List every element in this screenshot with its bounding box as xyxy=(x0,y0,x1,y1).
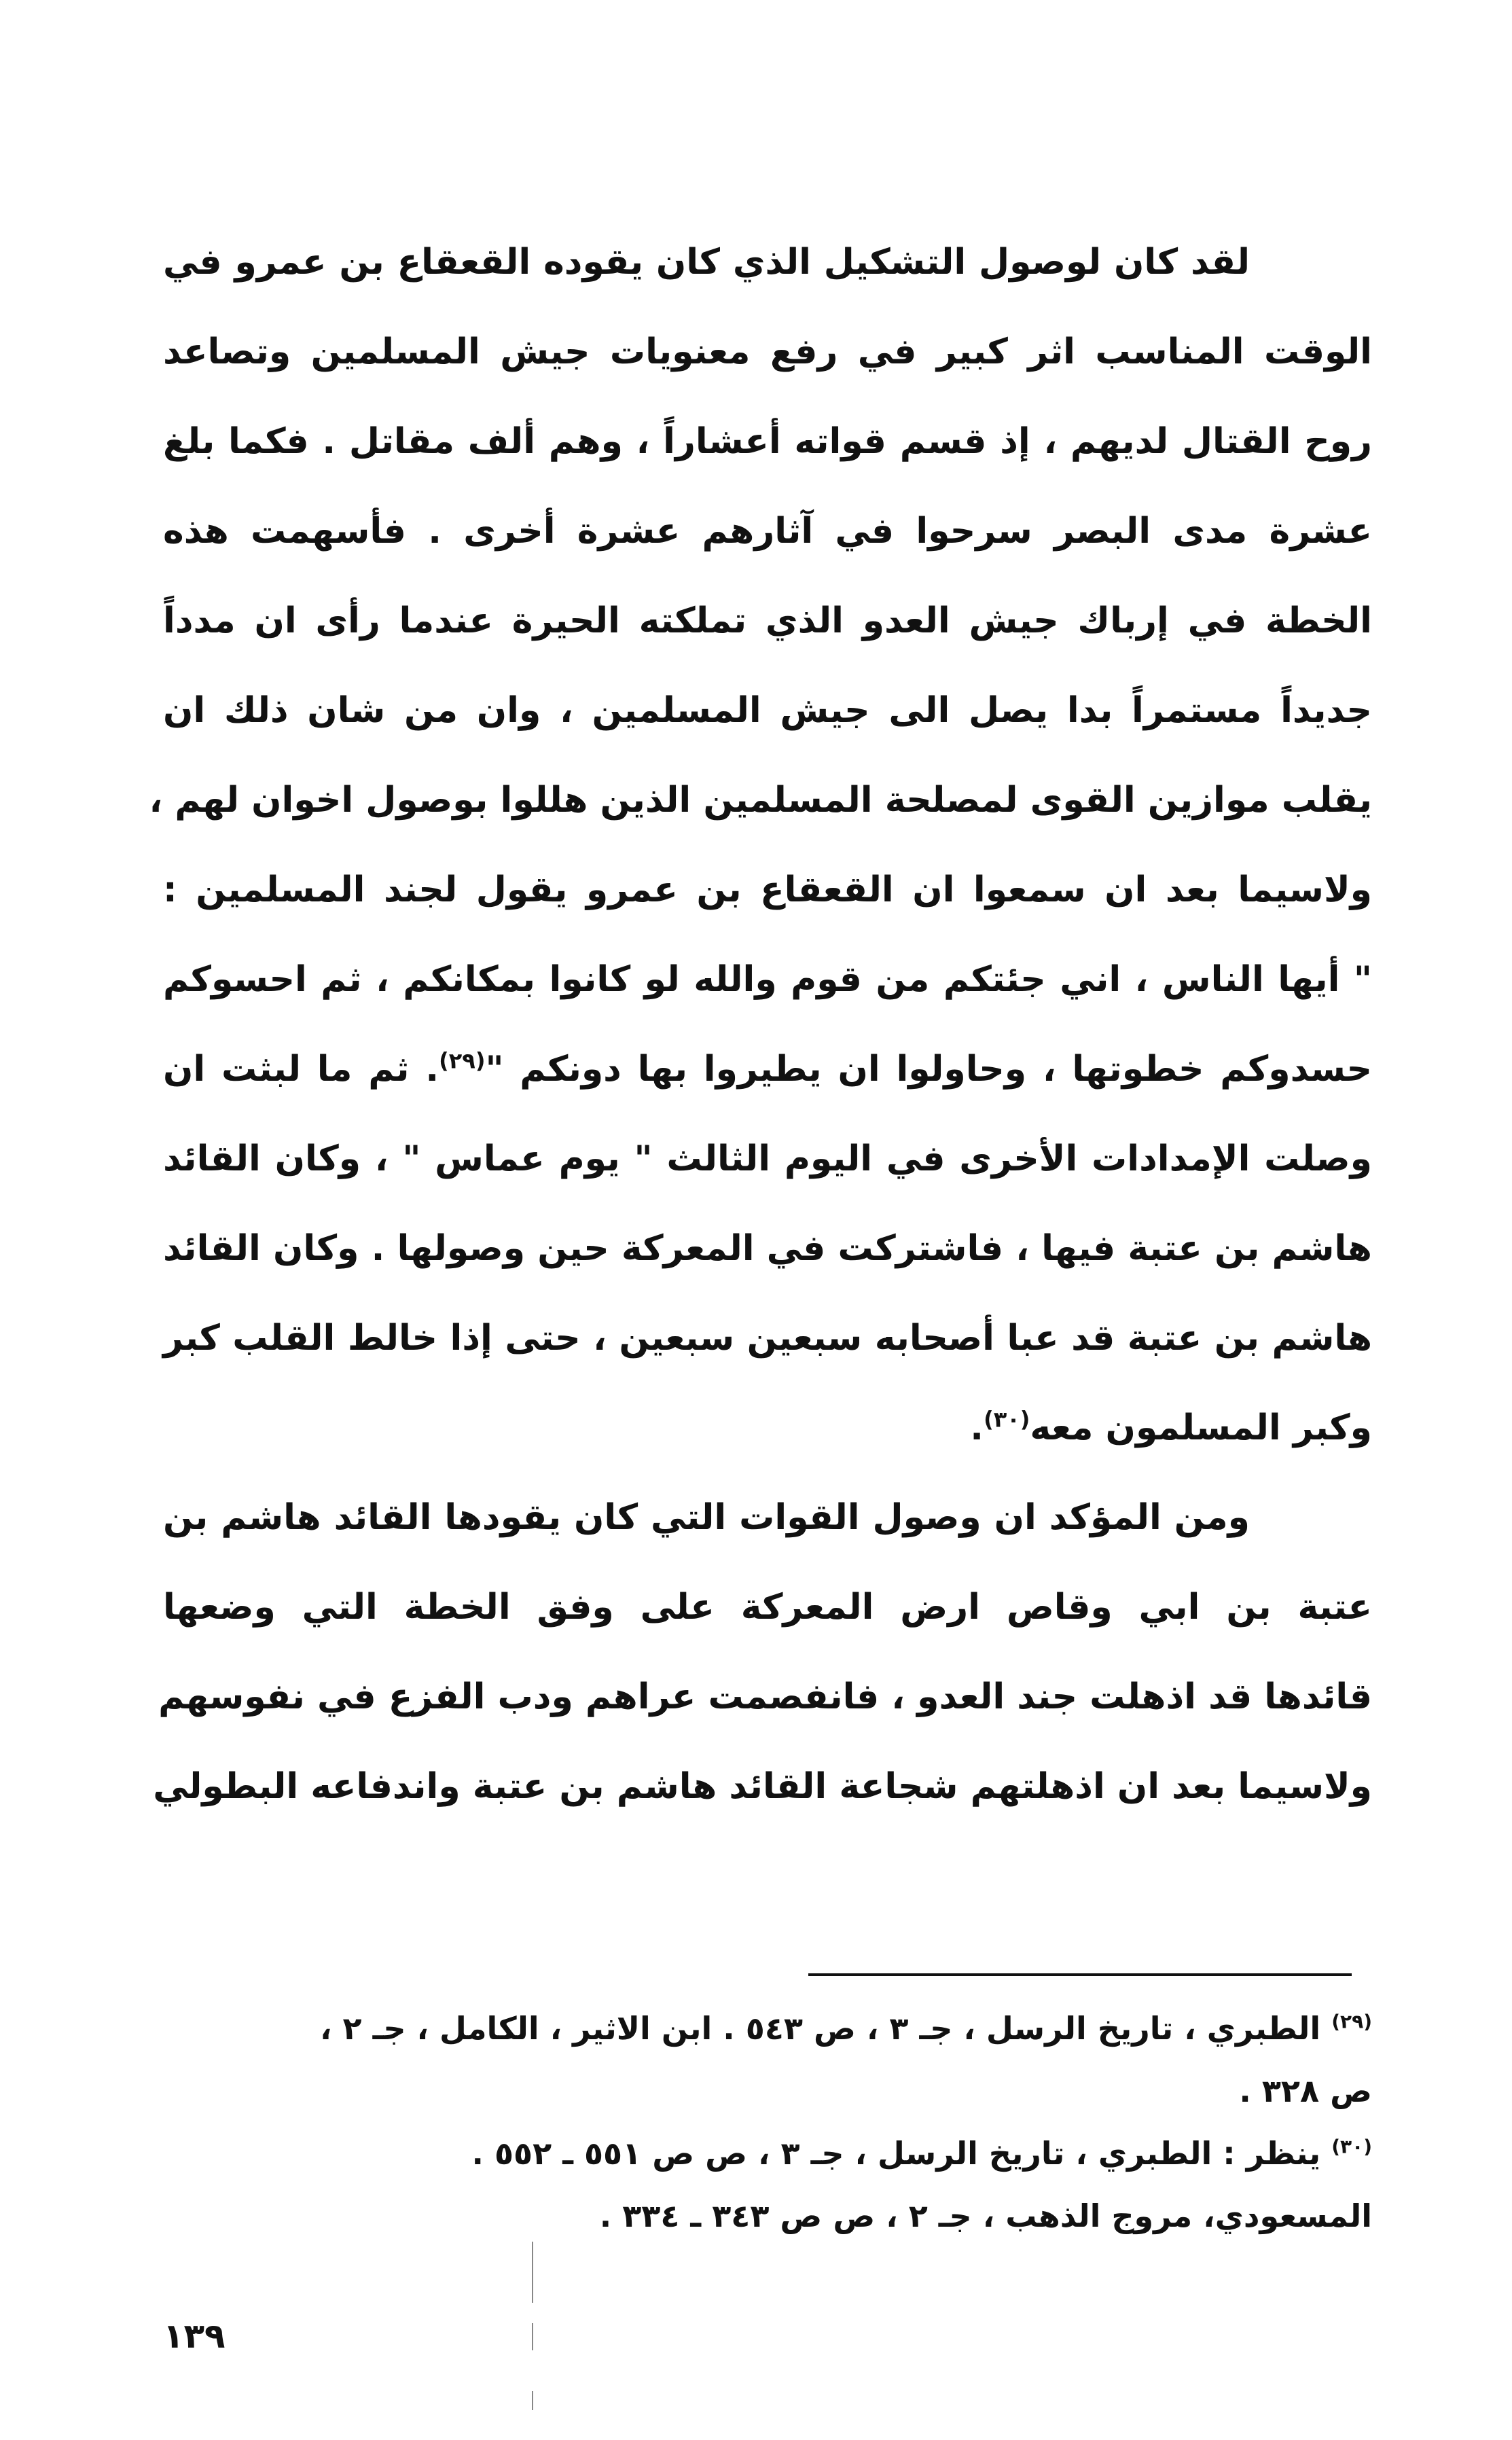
text-line: روح القتال لديهم ، إذ قسم قواته أعشاراً ، وهم ألف مقاتل . فكما بلغ xyxy=(163,421,1372,462)
text-segment: وكبر المسلمون معه xyxy=(1030,1407,1372,1448)
text-segment: . xyxy=(970,1407,984,1448)
footnote-text: ينظر : الطبري ، تاريخ الرسل ، جـ ٣ ، ص ص ٥٥١ ـ ٥٥٢ . xyxy=(471,2135,1332,2172)
scan-artifact-mark xyxy=(532,2323,533,2350)
footnote-separator xyxy=(808,1973,1352,1976)
scan-artifact-mark xyxy=(532,2391,533,2410)
text-line: ومن المؤكد ان وصول القوات التي كان يقودها القائد هاشم بن xyxy=(163,1497,1250,1538)
text-line-with-footnote-30 xyxy=(163,1383,1372,1473)
footnote-30-line1 xyxy=(163,2122,1372,2185)
text-line: " أيها الناس ، اني جئتكم من قوم والله لو كانوا بمكانكم ، ثم احسوكم xyxy=(163,959,1372,1000)
footnote-ref-29: (٢٩) xyxy=(439,1047,486,1074)
text-segment: . ثم ما لبثت ان xyxy=(163,1049,439,1090)
footnote-30-line2: المسعودي، مروج الذهب ، جـ ٢ ، ص ص ٣٤٣ ـ ٣٣٤ . xyxy=(599,2197,1372,2234)
text-line: هاشم بن عتبة قد عبا أصحابه سبعين سبعين ، حتى إذا خالط القلب كبر xyxy=(163,1318,1372,1359)
footnote-ref-30: (٣٠) xyxy=(984,1406,1030,1433)
text-line: قائدها قد اذهلت جند العدو ، فانفصمت عراهم ودب الفزع في نفوسهم xyxy=(158,1676,1372,1717)
text-line: هاشم بن عتبة فيها ، فاشتركت في المعركة حين وصولها . وكان القائد xyxy=(163,1228,1372,1269)
text-line: وصلت الإمدادات الأخرى في اليوم الثالث " يوم عماس " ، وكان القائد xyxy=(163,1138,1372,1179)
text-line-with-footnote-29 xyxy=(163,1024,1372,1114)
text-line: جديداً مستمراً بدا يصل الى جيش المسلمين ، وان من شان ذلك ان xyxy=(163,690,1372,731)
footnote-marker-29: (٢٩) xyxy=(1331,2010,1372,2033)
text-line: ولاسيما بعد ان سمعوا ان القعقاع بن عمرو يقول لجند المسلمين : xyxy=(163,869,1372,910)
main-text xyxy=(149,217,1372,1831)
text-line: لقد كان لوصول التشكيل الذي كان يقوده القعقاع بن عمرو في xyxy=(163,242,1250,283)
text-line: الخطة في إرباك جيش العدو الذي تملكته الحيرة عندما رأى ان مدداً xyxy=(163,600,1372,641)
text-line: عشرة مدى البصر سرحوا في آثارهم عشرة أخرى . فأسهمت هذه xyxy=(163,511,1372,552)
text-line: ولاسيما بعد ان اذهلتهم شجاعة القائد هاشم بن عتبة واندفاعه البطولي xyxy=(153,1766,1372,1807)
footnote-text: الطبري ، تاريخ الرسل ، جـ ٣ ، ص ٥٤٣ . ابن الاثير ، الكامل ، جـ ٢ ، xyxy=(320,2010,1332,2047)
footnote-marker-30: (٣٠) xyxy=(1331,2135,1372,2158)
footnote-29-line1 xyxy=(163,1997,1372,2060)
scan-artifact-mark xyxy=(532,2242,533,2303)
text-line: يقلب موازين القوى لمصلحة المسلمين الذين هللوا بوصول اخوان لهم ، xyxy=(149,780,1372,821)
page-number: ١٣٩ xyxy=(163,2316,226,2356)
text-line: الوقت المناسب اثر كبير في رفع معنويات جيش المسلمين وتصاعد xyxy=(163,331,1372,372)
text-line: عتبة بن ابي وقاص ارض المعركة على وفق الخطة التي وضعها xyxy=(163,1587,1372,1628)
footnotes xyxy=(163,1997,1372,2247)
footnote-29-line2: ص ٣٢٨ . xyxy=(1239,2073,1372,2109)
text-segment: حسدوكم خطوتها ، وحاولوا ان يطيروا بها دونكم " xyxy=(485,1049,1372,1090)
